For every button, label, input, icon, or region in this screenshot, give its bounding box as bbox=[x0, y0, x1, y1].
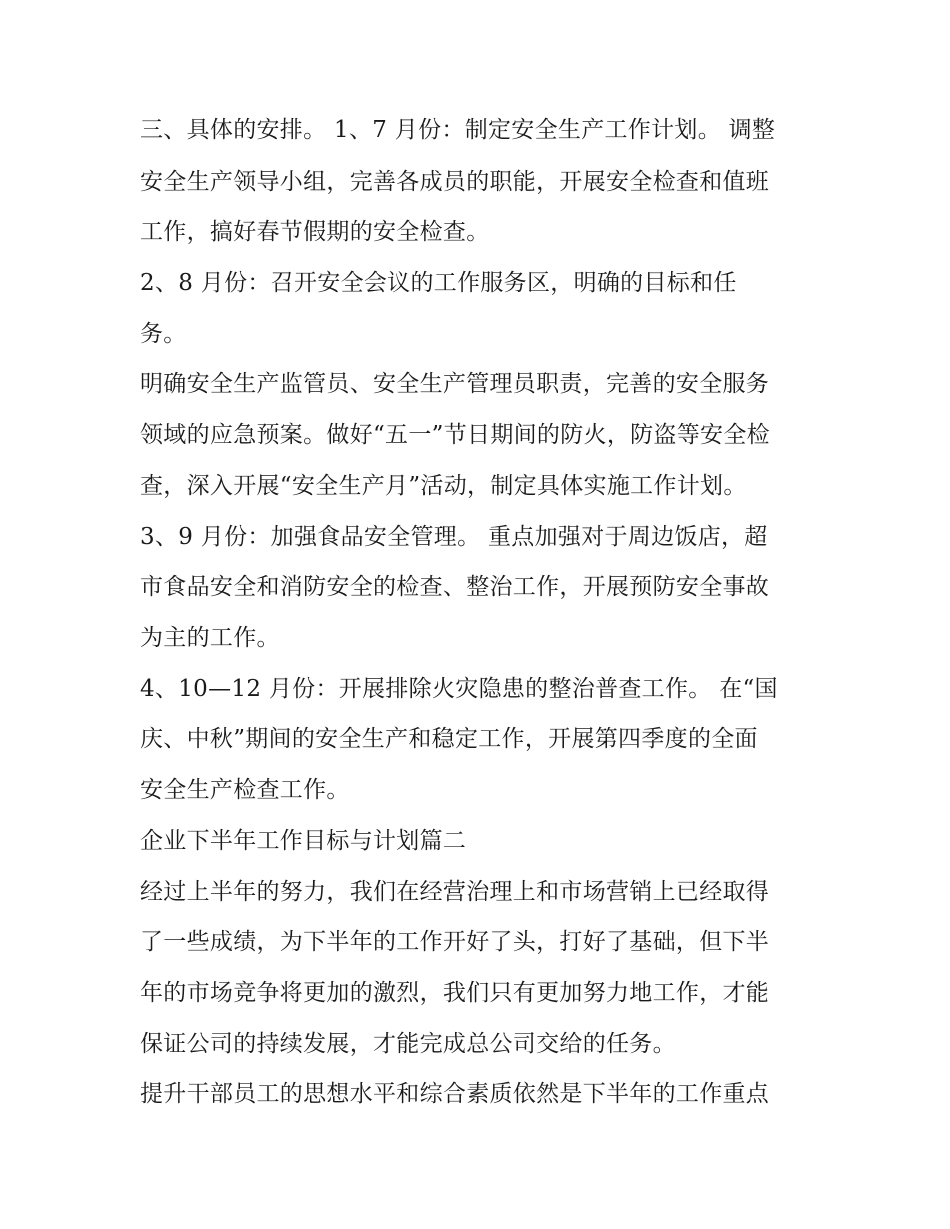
text-line-19: 保证公司的持续发展，才能完成总公司交给的任务。 bbox=[140, 1031, 676, 1057]
text-line-10: 市食品安全和消防安全的检查、整治工作，开展预防安全事故 bbox=[140, 574, 770, 600]
text-line-6: 明确安全生产监管员、安全生产管理员职责，完善的安全服务 bbox=[140, 371, 770, 397]
text-line-11: 为主的工作。 bbox=[140, 625, 280, 651]
text-line-7: 领域的应急预案。做好“五一”节日期间的防火，防盗等安全检 bbox=[140, 422, 770, 448]
text-line-4: 2、8 月份：召开安全会议的工作服务区，明确的目标和任 bbox=[140, 270, 737, 296]
text-line-14: 安全生产检查工作。 bbox=[140, 777, 350, 803]
text-line-20: 提升干部员工的思想水平和综合素质依然是下半年的工作重点 bbox=[140, 1081, 770, 1107]
text-line-17: 了一些成绩，为下半年的工作开好了头，打好了基础，但下半 bbox=[140, 929, 770, 955]
section-heading: 企业下半年工作目标与计划篇二 bbox=[140, 828, 467, 854]
text-line-18: 年的市场竞争将更加的激烈，我们只有更加努力地工作，才能 bbox=[140, 980, 770, 1006]
text-line-1: 三、具体的安排。 1、7 月份：制定安全生产工作计划。 调整 bbox=[140, 117, 776, 143]
text-line-5: 务。 bbox=[140, 321, 187, 347]
text-line-12: 4、10—12 月份：开展排除火灾隐患的整治普查工作。 在“国 bbox=[140, 676, 778, 702]
text-line-16: 经过上半年的努力，我们在经营治理上和市场营销上已经取得 bbox=[140, 879, 770, 905]
text-line-9: 3、9 月份：加强食品安全管理。 重点加强对于周边饭店，超 bbox=[140, 524, 768, 550]
text-line-3: 工作，搞好春节假期的安全检查。 bbox=[140, 219, 490, 245]
text-line-2: 安全生产领导小组，完善各成员的职能，开展安全检查和值班 bbox=[140, 169, 770, 195]
text-line-13: 庆、中秋”期间的安全生产和稳定工作，开展第四季度的全面 bbox=[140, 726, 758, 752]
text-line-8: 查，深入开展“安全生产月”活动，制定具体实施工作计划。 bbox=[140, 473, 747, 499]
